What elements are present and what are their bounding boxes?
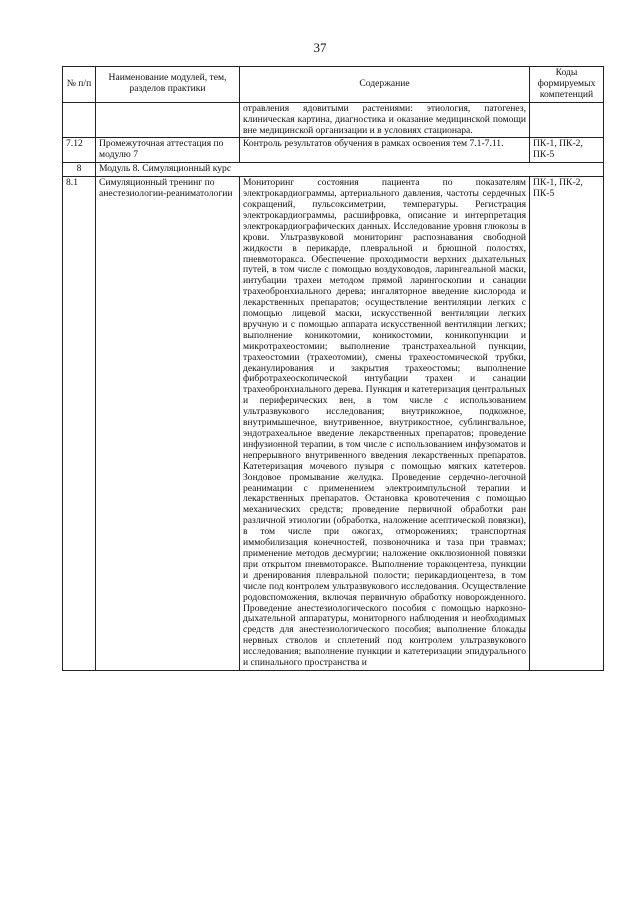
row-codes: ПК-1, ПК-2, ПК-5 (530, 138, 604, 163)
row-name (96, 102, 240, 138)
row-codes: ПК-1, ПК-2, ПК-5 (530, 177, 604, 671)
table-row (63, 138, 604, 163)
curriculum-table (62, 66, 604, 671)
row-number: 7.12 (63, 138, 96, 163)
row-number: 8.1 (63, 177, 96, 671)
row-content: Контроль результатов обучения в рамках освоения тем 7.1-7.11. (240, 138, 530, 163)
page-bottom-margin (0, 867, 640, 904)
row-name: Промежуточная аттестация по модулю 7 (96, 138, 240, 163)
module-heading-row (63, 163, 604, 177)
row-codes (530, 102, 604, 138)
module-number: 8 (63, 163, 96, 177)
header-content: Содержание (240, 67, 530, 103)
header-module-name: Наименование модулей, тем, разделов практики (96, 67, 240, 103)
row-content: отравления ядовитыми растениями: этиология, патогенез, клиническая картина, диагностика и оказание медицинской помощи вне медицинской организации и в условиях стационара. (240, 102, 530, 138)
header-number: № п/п (63, 67, 96, 103)
module-title: Модуль 8. Симуляционный курс (96, 163, 604, 177)
page-number: 37 (313, 40, 327, 55)
row-number (63, 102, 96, 138)
table-row (63, 177, 604, 671)
table-row (63, 102, 604, 138)
row-name: Симуляционный тренинг по анестезиологии-реаниматологии (96, 177, 240, 671)
header-competency-codes: Коды формируемых компетенций (530, 67, 604, 103)
table-header-row (63, 67, 604, 103)
row-content: Мониторинг состояния пациента по показателям электрокардиограммы, артериального давления, частоты сердечных сокращений, пульсоксиметрии, температуры. Регистрация электрокардиограммы, расшифровка, описание и интерпретация электрокардиографических данных. Исследование уровня глюкозы в крови. Ультразвуковой мониторинг распознавания свободной жидкости в перикарде, плевральной и брюшной полостях, пневмоторакса. Обеспечение проходимости верхних дыхательных путей, в том числе с помощью воздуховодов, ларингеальной маски, интубации трахеи методом прямой ларингоскопии и санации трахеобронхиального дерева; ингаляторное введение кислорода и лекарственных препаратов; осуществление вентиляции легких с помощью лицевой маски, искусственной вентиляции легких вручную и с помощью аппарата искусственной вентиляции легких; выполнение коникотомии, коникостомии, коникопункции и микротрахеостомии; выполнение транстрахеальной пункции, трахеостомии (трахеотомии), смены трахеостомической трубки, деканулирования и закрытия трахеостомы; выполнение фибротрахеоскопической интубации трахеи и санации трахеобронхиального дерева. Пункция и катетеризация центральных и периферических вен, в том числе с использованием ультразвукового исследования; внутрикожное, подкожное, внутримышечное, внутривенное, внутрикостное, сублингвальное, эндотрахеальное введение лекарственных препаратов; проведение инфузионной терапии, в том числе с использованием инфузоматов и непрерывного внутривенного введения лекарственных препаратов. Катетеризация мочевого пузыря с помощью мягких катетеров. Зондовое промывание желудка. Проведение сердечно-легочной реанимации с применением электроимпульсной терапии и лекарственных препаратов. Остановка кровотечения с помощью механических средств; проведение первичной обработки ран различной этиологии (обработка, наложение асептической повязки), в том числе при ожогах, отморожениях; транспортная иммобилизация конечностей, позвоночника и таза при травмах; применение методов десмургии; наложение окклюзионной повязки при открытом пневмотораксе. Выполнение торакоцентеза, пункции и дренирования плевральной полости; перикардиоцентеза, в том числе под контролем ультразвукового исследования. Осуществление родовспоможения, включая первичную обработку новорожденного. Проведение анестезиологического пособия с помощью наркозно-дыхательной аппаратуры, мониторного наблюдения и необходимых средств для анестезиологического пособия; выполнение блокады нервных стволов и сплетений под контролем ультразвукового исследования; выполнение пункции и катетеризации эпидурального и спинального пространства и (240, 177, 530, 671)
